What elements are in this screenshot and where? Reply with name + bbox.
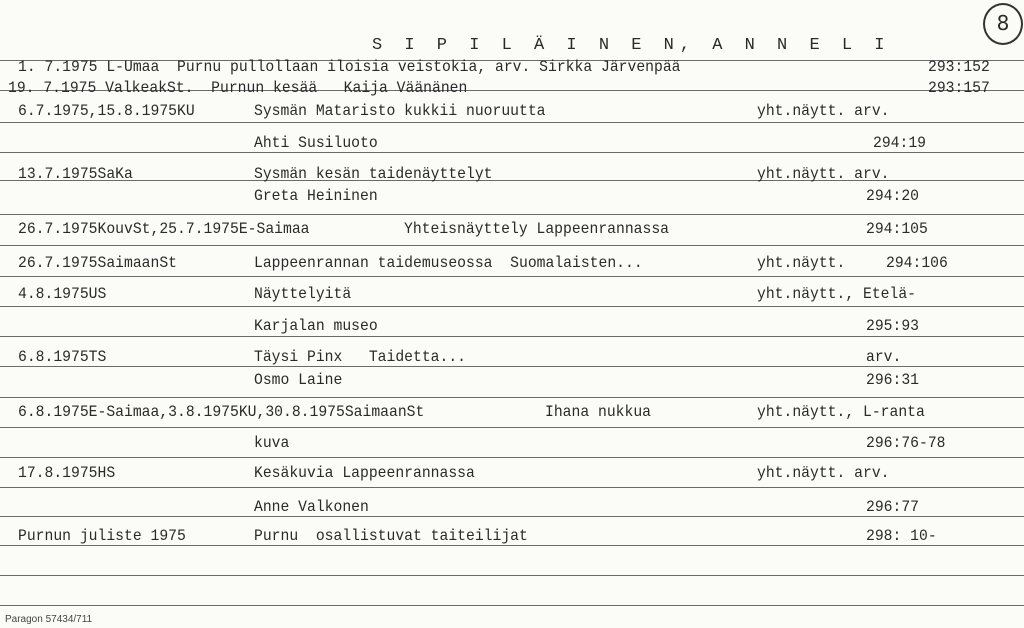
- entry-date: 6.7.1975,15.8.1975KU: [18, 102, 195, 120]
- entry-date: 26.7.1975SaimaanSt: [18, 254, 178, 272]
- entry-title: Yhteisnäyttely Lappeenrannassa: [404, 220, 670, 238]
- entry-title: kuva: [254, 434, 290, 452]
- rule-line: [0, 122, 1024, 123]
- entry-author: Greta Heininen: [254, 187, 378, 205]
- rule-line: [0, 575, 1024, 576]
- entry-note: yht.näytt. arv.: [757, 464, 890, 482]
- card-number-circle: 8: [983, 3, 1023, 45]
- entry-ref: 294:106: [886, 254, 948, 272]
- entry-ref: 293:157: [928, 79, 990, 97]
- entry-note: yht.näytt. arv.: [757, 165, 890, 183]
- entry-title: Täysi Pinx Taidetta...: [254, 348, 467, 366]
- entry-ref: 294:105: [866, 220, 928, 238]
- entry-note: yht.näytt. arv.: [757, 102, 890, 120]
- entry-title: Ihana nukkua: [545, 403, 652, 421]
- rule-line: [0, 487, 1024, 488]
- entry-date: Purnun juliste 1975: [18, 527, 186, 545]
- entry-ref: 295:93: [866, 317, 920, 335]
- rule-line: [0, 457, 1024, 458]
- entry-note: yht.näytt., Etelä-: [757, 285, 917, 303]
- rule-line: [0, 306, 1024, 307]
- rule-line: [0, 366, 1024, 367]
- entry-text: 1. 7.1975 L-Umaa Purnu pullollaan iloisia veistokia, arv. Sirkka Järvenpää: [18, 58, 681, 76]
- rule-line: [0, 605, 1024, 606]
- entry-date: 26.7.1975KouvSt,25.7.1975E-Saimaa: [18, 220, 310, 238]
- entry-date: 6.8.1975TS: [18, 348, 107, 366]
- entry-date: 4.8.1975US: [18, 285, 107, 303]
- rule-line: [0, 427, 1024, 428]
- rule-line: [0, 336, 1024, 337]
- entry-title: Näyttelyitä: [254, 285, 352, 303]
- entry-author: Anne Valkonen: [254, 498, 369, 516]
- entry-author: Ahti Susiluoto: [254, 134, 378, 152]
- entry-note: yht.näytt., L-ranta: [757, 403, 925, 421]
- entry-ref: 296:31: [866, 371, 920, 389]
- entry-note: arv.: [866, 348, 902, 366]
- rule-line: [0, 245, 1024, 246]
- entry-ref: 293:152: [928, 58, 990, 76]
- rule-line: [0, 516, 1024, 517]
- entry-ref: 294:19: [873, 134, 927, 152]
- entry-author: Osmo Laine: [254, 371, 343, 389]
- entry-ref: 296:77: [866, 498, 920, 516]
- entry-date: 6.8.1975E-Saimaa,3.8.1975KU,30.8.1975SaimaanSt: [18, 403, 425, 421]
- rule-line: [0, 276, 1024, 277]
- rule-line: [0, 545, 1024, 546]
- card-title: S I P I L Ä I N E N, A N N E L I: [372, 36, 891, 55]
- entry-ref: 294:20: [866, 187, 920, 205]
- entry-date: 17.8.1975HS: [18, 464, 116, 482]
- entry-title: Lappeenrannan taidemuseossa Suomalaisten...: [254, 254, 643, 272]
- entry-title: Kesäkuvia Lappeenrannassa: [254, 464, 475, 482]
- rule-line: [0, 152, 1024, 153]
- card-footer: Paragon 57434/711: [5, 614, 93, 625]
- entry-note: yht.näytt.: [757, 254, 846, 272]
- entry-text: 19. 7.1975 ValkeakSt. Purnun kesää Kaija Väänänen: [8, 79, 468, 97]
- entry-date: 13.7.1975SaKa: [18, 165, 133, 183]
- entry-ref: 296:76-78: [866, 434, 946, 452]
- rule-line: [0, 214, 1024, 215]
- entry-title: Purnu osallistuvat taiteilijat: [254, 527, 528, 545]
- entry-ref: 298: 10-: [866, 527, 937, 545]
- rule-line: [0, 397, 1024, 398]
- entry-title: Sysmän kesän taidenäyttelyt: [254, 165, 493, 183]
- entry-title: Karjalan museo: [254, 317, 378, 335]
- entry-title: Sysmän Mataristo kukkii nuoruutta: [254, 102, 546, 120]
